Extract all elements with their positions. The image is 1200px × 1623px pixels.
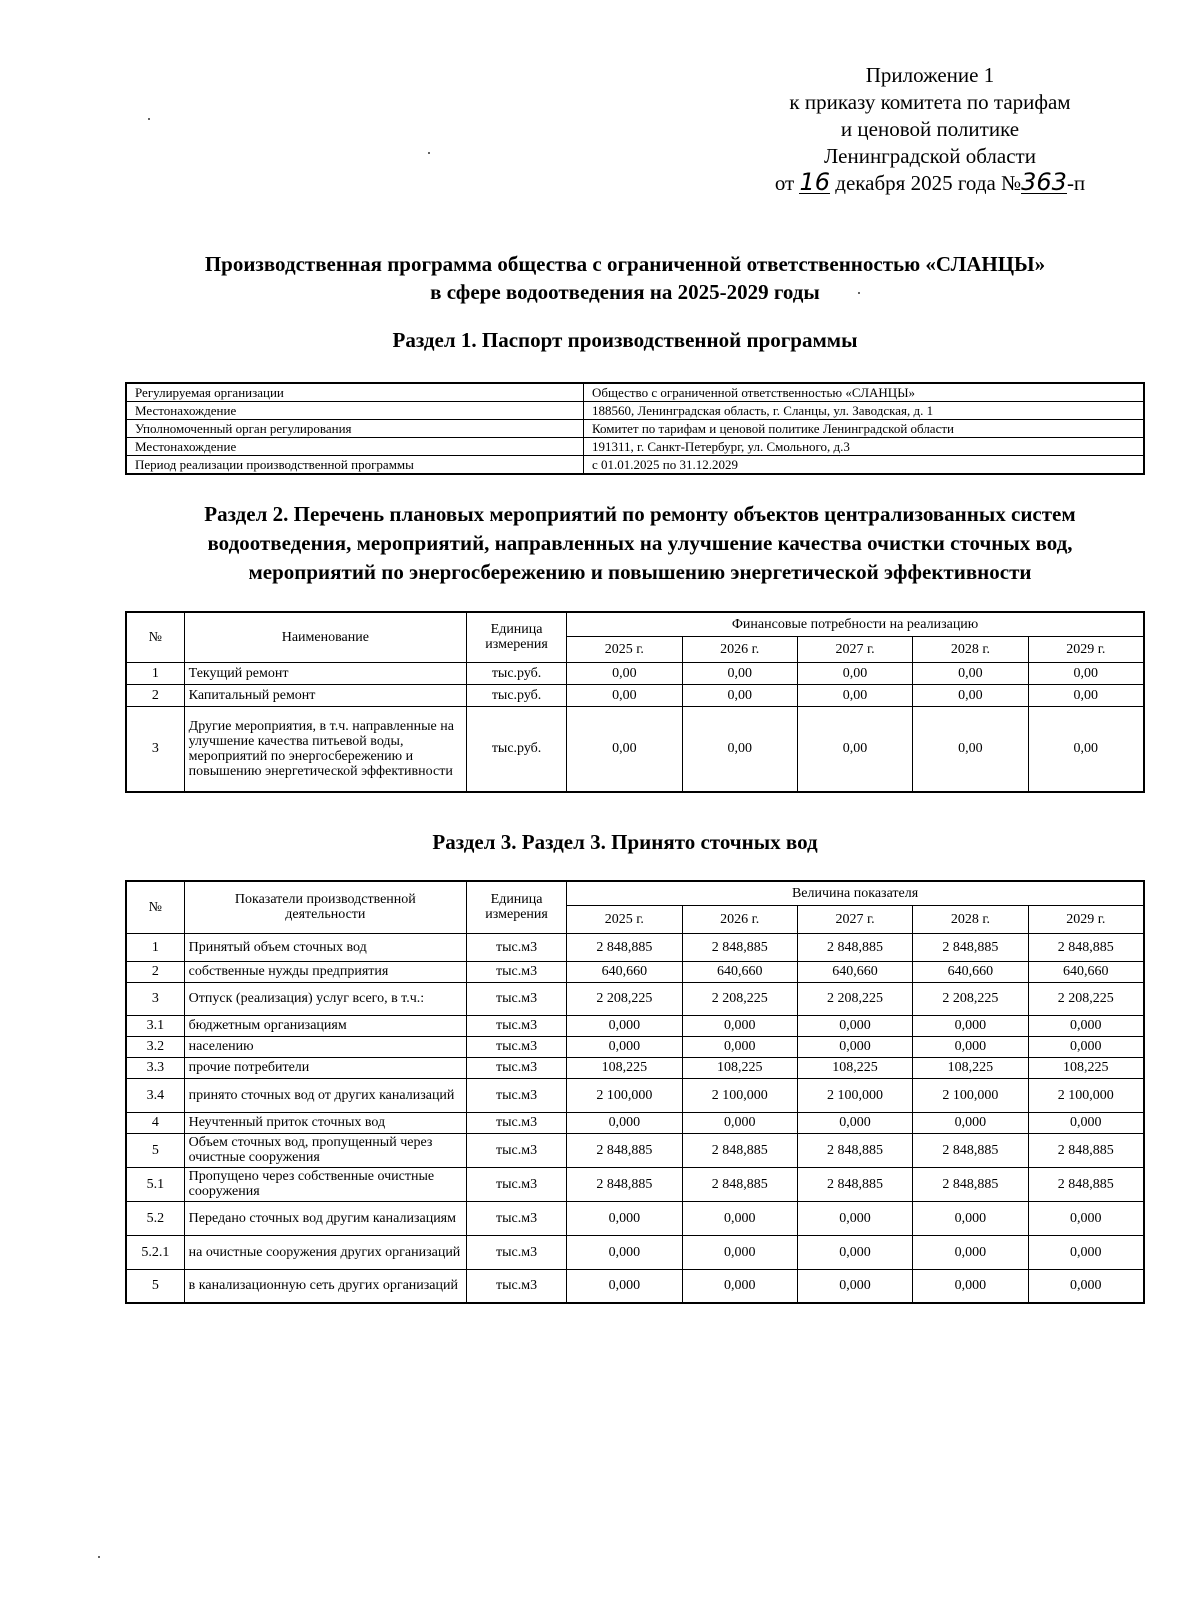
passport-label: Период реализации производственной программы <box>126 456 584 475</box>
row-name: на очистные сооружения других организаций <box>184 1235 466 1269</box>
row-value: 2 848,885 <box>913 1133 1028 1167</box>
row-value: 0,000 <box>797 1269 912 1303</box>
row-value: 108,225 <box>682 1057 797 1078</box>
row-value: 0,00 <box>567 662 682 684</box>
plan-row <box>126 662 1144 684</box>
header-unit-line: Единица <box>490 892 543 908</box>
row-value: 2 208,225 <box>797 982 912 1015</box>
passport-value: с 01.01.2025 по 31.12.2029 <box>584 456 1145 475</box>
row-value: 0,000 <box>797 1235 912 1269</box>
row-name: прочие потребители <box>184 1057 466 1078</box>
header-unit <box>466 612 566 662</box>
header-num: № <box>126 881 184 933</box>
plan-row <box>126 684 1144 706</box>
row-name: Объем сточных вод, пропущенный через очистные сооружения <box>184 1133 466 1167</box>
passport-row <box>126 438 1144 456</box>
document-title <box>100 250 1150 306</box>
header-year: 2029 г. <box>1028 636 1144 662</box>
row-value: 640,660 <box>682 961 797 982</box>
row-value: 0,000 <box>913 1112 1028 1133</box>
row-value: 2 848,885 <box>567 933 682 961</box>
row-value: 2 100,000 <box>1028 1078 1144 1112</box>
row-unit: тыс.м3 <box>466 1201 566 1235</box>
row-num: 5.1 <box>126 1167 184 1201</box>
row-value: 2 848,885 <box>797 933 912 961</box>
row-name: Текущий ремонт <box>184 662 466 684</box>
passport-value: 191311, г. Санкт-Петербург, ул. Смольного, д.3 <box>584 438 1145 456</box>
header-year: 2028 г. <box>913 636 1028 662</box>
row-unit: тыс.м3 <box>466 1269 566 1303</box>
indicator-row <box>126 1269 1144 1303</box>
section2-title <box>120 500 1160 587</box>
header-name-line: Показатели производственной <box>234 892 416 908</box>
header-name <box>184 881 466 933</box>
row-name: Капитальный ремонт <box>184 684 466 706</box>
header-group: Величина показателя <box>567 881 1144 905</box>
row-num: 1 <box>126 933 184 961</box>
title-line: в сфере водоотведения на 2025-2029 годы <box>430 280 820 304</box>
row-unit: тыс.м3 <box>466 1235 566 1269</box>
row-unit: тыс.м3 <box>466 961 566 982</box>
handwritten-number: 363 <box>1021 168 1067 196</box>
section1-title: Раздел 1. Паспорт производственной программы <box>392 328 858 352</box>
scan-speck <box>148 118 150 120</box>
row-value: 0,00 <box>1028 706 1144 792</box>
row-value: 0,000 <box>1028 1201 1144 1235</box>
row-value: 640,660 <box>1028 961 1144 982</box>
row-value: 0,000 <box>567 1112 682 1133</box>
row-value: 0,000 <box>1028 1269 1144 1303</box>
row-value: 0,00 <box>797 662 912 684</box>
row-value: 0,00 <box>797 706 912 792</box>
row-value: 0,000 <box>1028 1112 1144 1133</box>
row-name: населению <box>184 1036 466 1057</box>
row-value: 0,000 <box>567 1269 682 1303</box>
row-value: 0,000 <box>682 1201 797 1235</box>
row-value: 0,000 <box>682 1235 797 1269</box>
row-value: 2 848,885 <box>913 1167 1028 1201</box>
row-num: 3.4 <box>126 1078 184 1112</box>
appendix-header <box>720 62 1140 197</box>
header-unit <box>466 881 566 933</box>
header-year: 2027 г. <box>797 905 912 933</box>
header-unit-line: измерения <box>485 637 548 653</box>
row-num: 5.2 <box>126 1201 184 1235</box>
appendix-line: Приложение 1 <box>865 63 995 87</box>
row-unit: тыс.руб. <box>466 684 566 706</box>
passport-label: Регулируемая организации <box>126 383 584 402</box>
row-value: 0,000 <box>1028 1015 1144 1036</box>
row-value: 0,00 <box>913 662 1028 684</box>
row-value: 2 848,885 <box>913 933 1028 961</box>
row-name: принято сточных вод от других канализаций <box>184 1078 466 1112</box>
scan-speck <box>98 1556 100 1558</box>
row-value: 0,00 <box>567 706 682 792</box>
row-value: 2 848,885 <box>797 1133 912 1167</box>
header-year: 2028 г. <box>913 905 1028 933</box>
header-name: Наименование <box>184 612 466 662</box>
passport-label: Уполномоченный орган регулирования <box>126 420 584 438</box>
row-name: Отпуск (реализация) услуг всего, в т.ч.: <box>184 982 466 1015</box>
indicator-row <box>126 1112 1144 1133</box>
row-value: 0,00 <box>567 684 682 706</box>
row-num: 5 <box>126 1133 184 1167</box>
indicator-row <box>126 1057 1144 1078</box>
header-unit-line: измерения <box>485 907 548 923</box>
row-unit: тыс.м3 <box>466 982 566 1015</box>
row-value: 0,000 <box>567 1235 682 1269</box>
passport-row <box>126 383 1144 402</box>
row-value: 0,000 <box>913 1015 1028 1036</box>
header-year: 2025 г. <box>567 905 682 933</box>
row-name: Принятый объем сточных вод <box>184 933 466 961</box>
row-value: 2 848,885 <box>797 1167 912 1201</box>
passport-label: Местонахождение <box>126 438 584 456</box>
row-num: 3 <box>126 982 184 1015</box>
row-unit: тыс.м3 <box>466 1133 566 1167</box>
date-prefix: от <box>774 171 795 195</box>
header-year: 2029 г. <box>1028 905 1144 933</box>
row-value: 2 848,885 <box>682 933 797 961</box>
row-value: 2 848,885 <box>682 1133 797 1167</box>
row-num: 4 <box>126 1112 184 1133</box>
passport-value: Комитет по тарифам и ценовой политике Ленинградской области <box>584 420 1145 438</box>
row-name: Передано сточных вод другим канализациям <box>184 1201 466 1235</box>
header-year: 2026 г. <box>682 636 797 662</box>
order-date-line <box>720 170 1140 197</box>
indicator-row <box>126 1015 1144 1036</box>
row-value: 108,225 <box>1028 1057 1144 1078</box>
passport-row <box>126 456 1144 475</box>
row-unit: тыс.м3 <box>466 1015 566 1036</box>
scan-speck <box>428 152 430 154</box>
indicator-row <box>126 1167 1144 1201</box>
row-value: 0,000 <box>682 1112 797 1133</box>
appendix-line: к приказу комитета по тарифам <box>789 90 1071 114</box>
row-value: 2 208,225 <box>913 982 1028 1015</box>
plan-table <box>125 611 1145 793</box>
row-value: 0,000 <box>682 1015 797 1036</box>
row-name: Неучтенный приток сточных вод <box>184 1112 466 1133</box>
row-value: 0,000 <box>913 1235 1028 1269</box>
title-line: Производственная программа общества с ограниченной ответственностью «СЛАНЦЫ» <box>204 252 1046 276</box>
row-num: 5 <box>126 1269 184 1303</box>
row-value: 0,00 <box>913 684 1028 706</box>
row-value: 2 848,885 <box>682 1167 797 1201</box>
indicator-row <box>126 982 1144 1015</box>
passport-value: 188560, Ленинградская область, г. Сланцы, ул. Заводская, д. 1 <box>584 402 1145 420</box>
row-value: 2 848,885 <box>1028 1133 1144 1167</box>
row-unit: тыс.м3 <box>466 1057 566 1078</box>
row-value: 0,00 <box>682 684 797 706</box>
section2-title-line: водоотведения, мероприятий, направленных на улучшение качества очистки сточных вод, <box>207 531 1073 555</box>
row-num: 2 <box>126 684 184 706</box>
row-num: 3.3 <box>126 1057 184 1078</box>
handwritten-day: 16 <box>799 168 831 196</box>
row-value: 2 100,000 <box>913 1078 1028 1112</box>
section3-title: Раздел 3. Раздел 3. Принято сточных вод <box>432 830 818 854</box>
row-value: 2 208,225 <box>1028 982 1144 1015</box>
header-unit-line: Единица <box>490 622 543 638</box>
row-value: 0,000 <box>797 1112 912 1133</box>
row-unit: тыс.руб. <box>466 662 566 684</box>
row-unit: тыс.м3 <box>466 1167 566 1201</box>
row-num: 1 <box>126 662 184 684</box>
row-value: 2 208,225 <box>682 982 797 1015</box>
indicator-row <box>126 933 1144 961</box>
row-value: 0,00 <box>797 684 912 706</box>
header-name-line: деятельности <box>285 907 366 923</box>
row-value: 108,225 <box>913 1057 1028 1078</box>
row-num: 3.2 <box>126 1036 184 1057</box>
header-year: 2027 г. <box>797 636 912 662</box>
indicators-table <box>125 880 1145 1304</box>
row-value: 0,000 <box>913 1036 1028 1057</box>
row-value: 0,000 <box>567 1036 682 1057</box>
row-name: собственные нужды предприятия <box>184 961 466 982</box>
appendix-line: и ценовой политике <box>840 117 1020 141</box>
row-value: 2 848,885 <box>567 1167 682 1201</box>
indicator-row <box>126 1235 1144 1269</box>
row-value: 0,000 <box>797 1015 912 1036</box>
row-value: 2 100,000 <box>797 1078 912 1112</box>
row-value: 0,000 <box>1028 1235 1144 1269</box>
row-value: 640,660 <box>797 961 912 982</box>
row-value: 0,000 <box>797 1201 912 1235</box>
date-mid: декабря 2025 года № <box>835 171 1022 195</box>
row-value: 2 100,000 <box>567 1078 682 1112</box>
row-value: 0,000 <box>913 1269 1028 1303</box>
row-value: 108,225 <box>567 1057 682 1078</box>
row-name: Другие мероприятия, в т.ч. направленные на улучшение качества питьевой воды, мероприятий по энергосбережению и повышению энергетической эффективности <box>184 706 466 792</box>
row-value: 0,000 <box>567 1201 682 1235</box>
passport-value: Общество с ограниченной ответственностью «СЛАНЦЫ» <box>584 383 1145 402</box>
plan-row <box>126 706 1144 792</box>
row-value: 0,00 <box>1028 662 1144 684</box>
header-year: 2026 г. <box>682 905 797 933</box>
row-value: 0,000 <box>1028 1036 1144 1057</box>
row-unit: тыс.м3 <box>466 1078 566 1112</box>
row-value: 2 848,885 <box>1028 1167 1144 1201</box>
row-value: 0,00 <box>682 706 797 792</box>
row-unit: тыс.руб. <box>466 706 566 792</box>
section2-title-line: мероприятий по энергосбережению и повышению энергетической эффективности <box>248 560 1032 584</box>
row-num: 3 <box>126 706 184 792</box>
header-group: Финансовые потребности на реализацию <box>567 612 1144 636</box>
row-num: 2 <box>126 961 184 982</box>
row-value: 0,000 <box>913 1201 1028 1235</box>
row-value: 0,00 <box>1028 684 1144 706</box>
row-value: 0,00 <box>682 662 797 684</box>
row-value: 2 208,225 <box>567 982 682 1015</box>
order-suffix: -п <box>1066 171 1086 195</box>
row-unit: тыс.м3 <box>466 1036 566 1057</box>
row-name: бюджетным организациям <box>184 1015 466 1036</box>
passport-table <box>125 382 1145 475</box>
row-unit: тыс.м3 <box>466 933 566 961</box>
indicator-row <box>126 1036 1144 1057</box>
row-name: в канализационную сеть других организаций <box>184 1269 466 1303</box>
row-value: 2 848,885 <box>1028 933 1144 961</box>
row-value: 0,000 <box>567 1015 682 1036</box>
row-value: 0,000 <box>797 1036 912 1057</box>
row-value: 0,000 <box>682 1269 797 1303</box>
passport-row <box>126 420 1144 438</box>
row-value: 108,225 <box>797 1057 912 1078</box>
appendix-line: Ленинградской области <box>824 144 1036 168</box>
row-value: 640,660 <box>567 961 682 982</box>
section2-title-line: Раздел 2. Перечень плановых мероприятий по ремонту объектов централизованных систем <box>204 502 1076 526</box>
row-unit: тыс.м3 <box>466 1112 566 1133</box>
row-value: 2 100,000 <box>682 1078 797 1112</box>
indicator-row <box>126 961 1144 982</box>
row-value: 640,660 <box>913 961 1028 982</box>
header-year: 2025 г. <box>567 636 682 662</box>
indicator-row <box>126 1133 1144 1167</box>
passport-label: Местонахождение <box>126 402 584 420</box>
row-value: 0,000 <box>682 1036 797 1057</box>
row-num: 5.2.1 <box>126 1235 184 1269</box>
row-value: 2 848,885 <box>567 1133 682 1167</box>
indicator-row <box>126 1078 1144 1112</box>
passport-row <box>126 402 1144 420</box>
header-num: № <box>126 612 184 662</box>
scan-speck <box>858 292 860 294</box>
row-name: Пропущено через собственные очистные сооружения <box>184 1167 466 1201</box>
row-num: 3.1 <box>126 1015 184 1036</box>
indicator-row <box>126 1201 1144 1235</box>
row-value: 0,00 <box>913 706 1028 792</box>
